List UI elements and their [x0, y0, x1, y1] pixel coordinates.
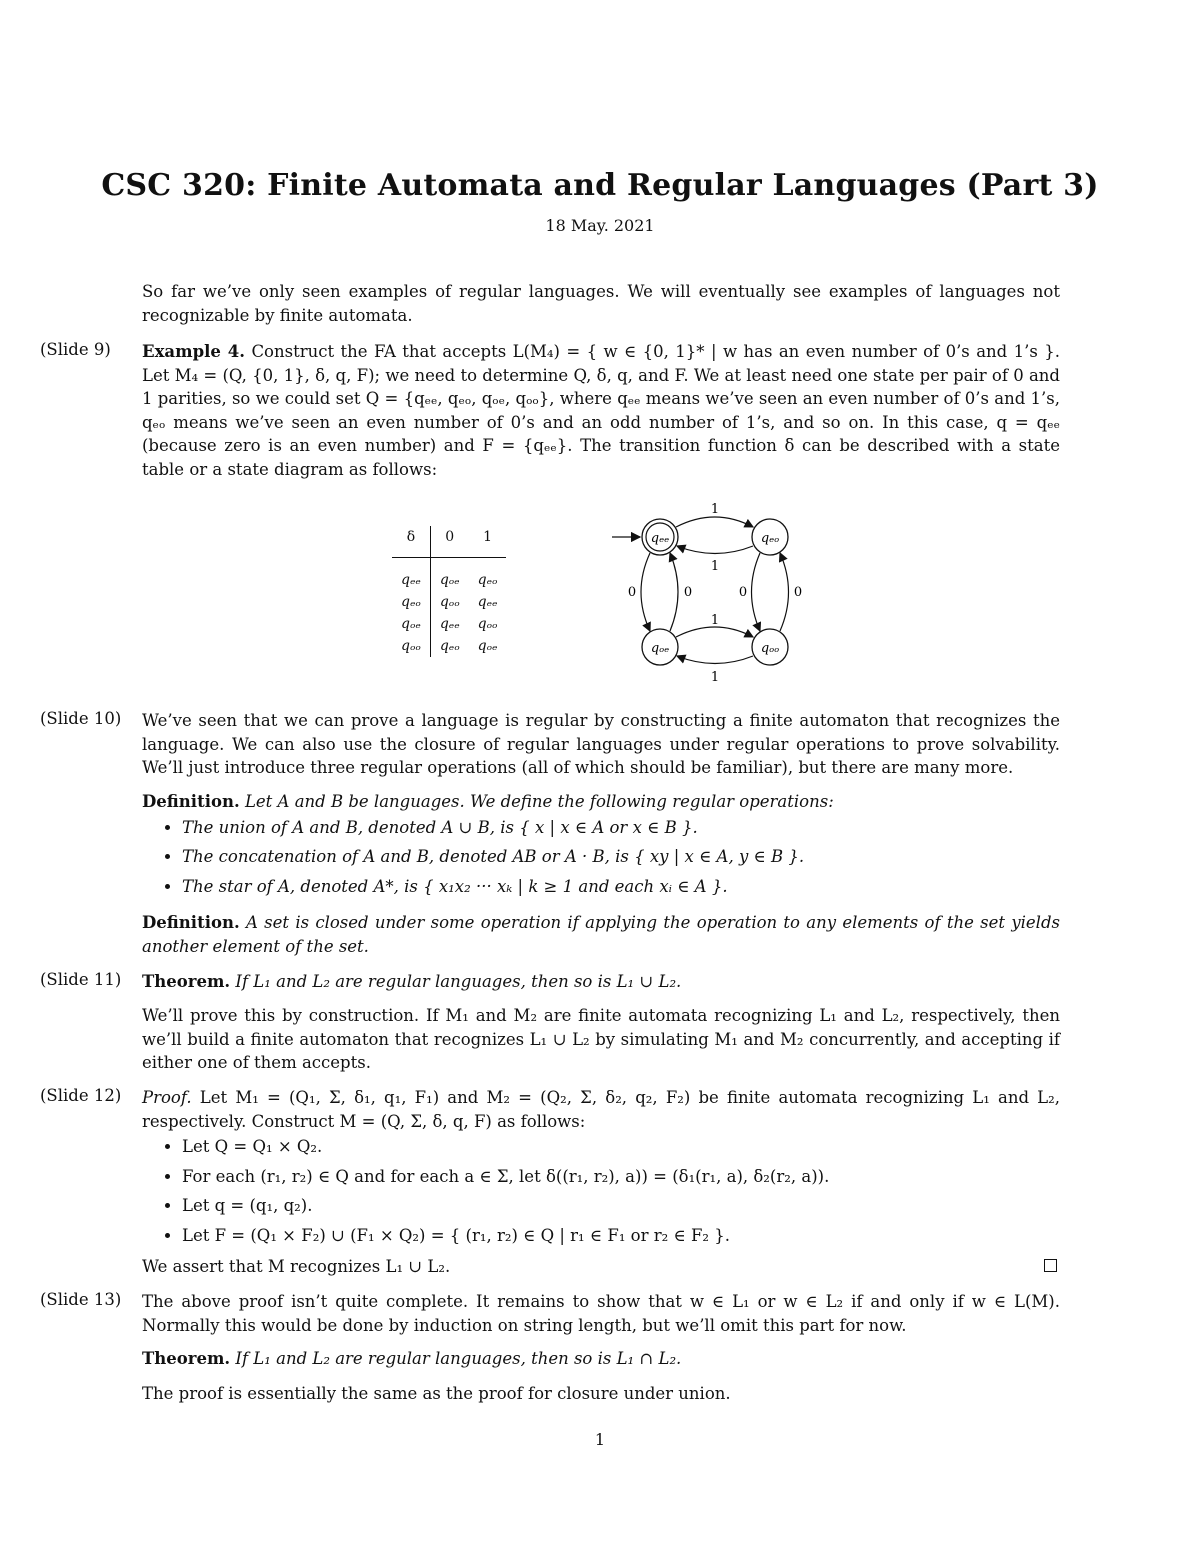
- slide11-paragraph: We’ll prove this by construction. If M₁ and M₂ are finite automata recognizing L₁ and L₂, respectively, then we’ll build a finite automaton that recognizes L₁ ∪ L₂ by simulating M₁ and M₂ concurrently, and accepting if either one of them accepts.: [142, 1006, 1060, 1072]
- edge-eo-ee: [677, 546, 753, 554]
- table-header-1: 1: [469, 526, 507, 558]
- state-table: [392, 526, 506, 657]
- edge-label: 1: [710, 670, 720, 685]
- table-cell: qₑₑ: [392, 558, 430, 592]
- proof-closing: We assert that M recognizes L₁ ∪ L₂.: [142, 1257, 451, 1276]
- list-item: • The concatenation of A and B, denoted AB or A · B, is { xy | x ∈ A, y ∈ B }.: [182, 845, 1060, 869]
- proof-heading: Proof.: [142, 1088, 192, 1107]
- table-cell: qₒₒ: [439, 594, 460, 610]
- theorem-statement: If L₁ and L₂ are regular languages, then so is L₁ ∩ L₂.: [235, 1349, 682, 1368]
- table-cell: qₒₒ: [392, 635, 430, 657]
- list-item: • Let F = (Q₁ × F₂) ∪ (F₁ × Q₂) = { (r₁, r₂) ∈ Q | r₁ ∈ F₁ or r₂ ∈ F₂ }.: [182, 1224, 1060, 1248]
- state-oe: [642, 629, 678, 665]
- theorem-union: [142, 970, 1060, 994]
- edge-label: 0: [627, 585, 637, 600]
- example-4: [142, 340, 1060, 481]
- theorem-heading: Theorem.: [142, 972, 231, 991]
- intro-paragraph: So far we’ve only seen examples of regular languages. We will eventually see examples of languages not recognizable by finite automata.: [142, 282, 1060, 325]
- edge-ee-eo: [676, 517, 753, 527]
- definition-text: Let A and B be languages. We define the following regular operations:: [244, 792, 834, 811]
- page-number: 1: [594, 1430, 606, 1449]
- list-item: • Let Q = Q₁ × Q₂.: [182, 1135, 1060, 1159]
- slide-label-12: (Slide 12): [40, 1086, 122, 1105]
- state-ee: [642, 519, 678, 555]
- list-item: • The star of A, denoted A*, is { x₁x₂ ··· xₖ | k ≥ 1 and each xᵢ ∈ A }.: [182, 875, 1060, 899]
- theorem-statement: If L₁ and L₂ are regular languages, then so is L₁ ∪ L₂.: [235, 972, 682, 991]
- theorem-heading: Theorem.: [142, 1349, 231, 1368]
- edge-oe-ee: [670, 553, 678, 631]
- slide-label-9: (Slide 9): [40, 340, 111, 359]
- table-cell: qₑₒ: [477, 572, 498, 588]
- table-row: [392, 591, 506, 613]
- svg-text:qₒₒ: qₒₒ: [760, 641, 780, 656]
- example-heading: Example 4.: [142, 342, 246, 361]
- example-text: Construct the FA that accepts L(M₄) = { w ∈ {0, 1}* | w has an even number of 0’s and 1’s }. Let M₄ = (Q, {0, 1}, δ, q, F); we need to determine Q, δ, q, and F. We at least need one state per pair of 0 and 1 parities, so we could set Q = {qₑₑ, qₑₒ, qₒₑ, qₒₒ}, where qₑₑ means we’ve seen an even number of 0’s and 1’s, qₑₒ means we’ve seen an even number of 0’s and an odd number of 1’s, and so on. In this case, q = qₑₑ (because zero is an even number) and F = {qₑₑ}. The transition function δ can be described with a state table or a state diagram as follows:: [142, 342, 1060, 479]
- edge-eo-oo: [752, 553, 761, 631]
- table-cell: qₑₒ: [439, 638, 460, 654]
- slide-label-10: (Slide 10): [40, 709, 122, 728]
- date: 18 May. 2021: [545, 216, 655, 235]
- slide13-paragraph: The above proof isn’t quite complete. It remains to show that w ∈ L₁ or w ∈ L₂ if and only if w ∈ L(M). Normally this would be done by induction on string length, but we’ll omit this part for now.: [142, 1292, 1060, 1335]
- table-row: [392, 635, 506, 657]
- state-eo: [752, 519, 788, 555]
- definition-text: A set is closed under some operation if applying the operation to any elements of the set yields another element of the set.: [142, 913, 1060, 956]
- edge-ee-oe: [641, 553, 650, 631]
- theorem-intersection: [142, 1347, 1060, 1371]
- edge-label: 0: [793, 585, 803, 600]
- table-cell: qₑₑ: [477, 594, 498, 610]
- table-row: [392, 558, 506, 592]
- list-item: • The union of A and B, denoted A ∪ B, is { x | x ∈ A or x ∈ B }.: [182, 816, 1060, 840]
- regular-ops-list: [142, 816, 1060, 899]
- state-diagram: [600, 495, 820, 690]
- slide13-closing: The proof is essentially the same as the proof for closure under union.: [142, 1384, 731, 1403]
- table-cell: qₒₑ: [392, 613, 430, 635]
- definition-heading: Definition.: [142, 913, 240, 932]
- table-cell: qₑₑ: [439, 616, 460, 632]
- list-item: • For each (r₁, r₂) ∈ Q and for each a ∈ Σ, let δ((r₁, r₂), a)) = (δ₁(r₁, a), δ₂(r₂, a)).: [182, 1165, 1060, 1189]
- edge-oo-oe: [677, 656, 753, 664]
- table-cell: qₑₒ: [392, 591, 430, 613]
- svg-text:qₑₑ: qₑₑ: [650, 531, 670, 546]
- edge-label: 0: [683, 585, 693, 600]
- qed-symbol: [1044, 1259, 1057, 1272]
- edge-label: 1: [710, 613, 720, 628]
- page-title: CSC 320: Finite Automata and Regular Languages (Part 3): [101, 168, 1099, 203]
- svg-text:qₒₑ: qₒₑ: [650, 641, 670, 656]
- proof-list: [142, 1135, 1060, 1247]
- definition-regular-ops: [142, 790, 1060, 904]
- edge-label: 0: [738, 585, 748, 600]
- slide-label-11: (Slide 11): [40, 970, 122, 989]
- edge-oo-eo: [780, 553, 789, 631]
- edge-label: 1: [710, 502, 720, 517]
- table-header-delta: δ: [392, 526, 430, 558]
- definition-closed: [142, 911, 1060, 958]
- table-header-0: 0: [430, 526, 468, 558]
- definition-heading: Definition.: [142, 792, 240, 811]
- slide10-paragraph: We’ve seen that we can prove a language is regular by constructing a finite automaton that recognizes the language. We can also use the closure of regular languages under regular operations to prove solvability. We’ll just introduce three regular operations (all of which should be familiar), but there are many more.: [142, 711, 1060, 777]
- list-item: • Let q = (q₁, q₂).: [182, 1194, 1060, 1218]
- table-cell: qₒₒ: [477, 616, 498, 632]
- svg-text:qₑₒ: qₑₒ: [760, 531, 780, 546]
- slide-label-13: (Slide 13): [40, 1290, 122, 1309]
- proof-union: [142, 1086, 1060, 1253]
- proof-text: Let M₁ = (Q₁, Σ, δ₁, q₁, F₁) and M₂ = (Q₂, Σ, δ₂, q₂, F₂) be finite automata recognizing L₁ and L₂, respectively. Construct M = (Q, Σ, δ, q, F) as follows:: [142, 1088, 1060, 1131]
- edge-label: 1: [710, 559, 720, 574]
- edge-oe-oo: [676, 627, 753, 637]
- table-row: [392, 613, 506, 635]
- table-cell: qₒₑ: [439, 572, 460, 588]
- table-cell: qₒₑ: [477, 638, 498, 654]
- state-oo: [752, 629, 788, 665]
